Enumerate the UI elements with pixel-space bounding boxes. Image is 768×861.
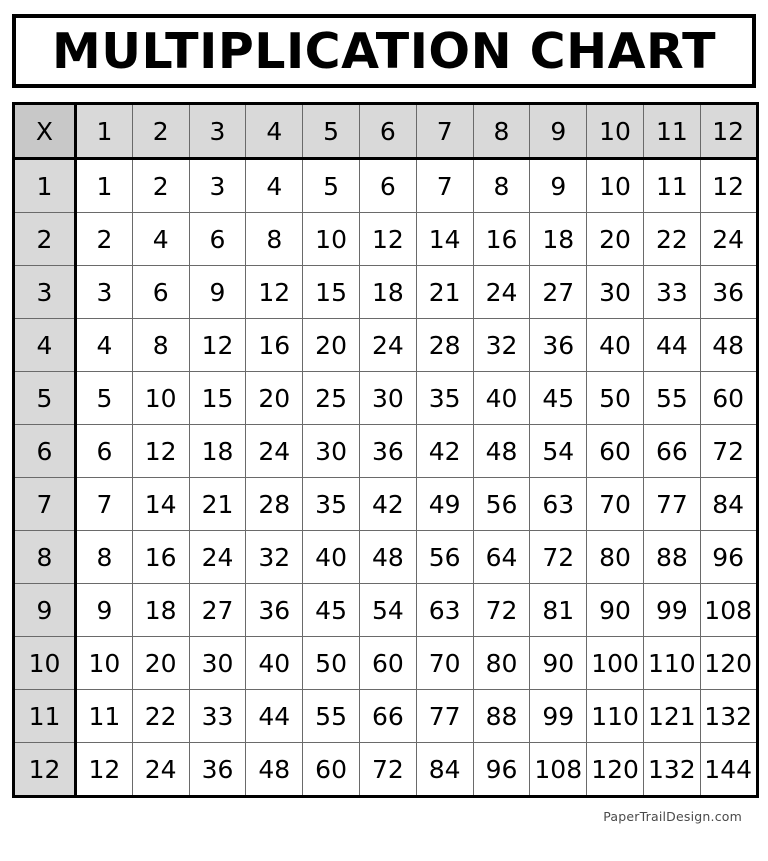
table-cell: 121: [643, 690, 700, 743]
table-cell: 15: [303, 266, 360, 319]
table-cell: 66: [359, 690, 416, 743]
table-cell: 20: [132, 637, 189, 690]
table-cell: 8: [246, 213, 303, 266]
title-box: [12, 14, 756, 88]
table-cell: 8: [473, 159, 530, 213]
table-cell: 4: [132, 213, 189, 266]
table-cell: 48: [473, 425, 530, 478]
column-header: 10: [587, 104, 644, 159]
table-cell: 56: [473, 478, 530, 531]
table-cell: 77: [643, 478, 700, 531]
table-cell: 3: [76, 266, 133, 319]
table-cell: 10: [76, 637, 133, 690]
table-cell: 24: [359, 319, 416, 372]
table-cell: 27: [189, 584, 246, 637]
table-cell: 28: [246, 478, 303, 531]
table-cell: 30: [189, 637, 246, 690]
table-cell: 10: [132, 372, 189, 425]
row-header: 7: [14, 478, 76, 531]
table-cell: 32: [246, 531, 303, 584]
table-cell: 30: [359, 372, 416, 425]
table-cell: 50: [587, 372, 644, 425]
column-header: 3: [189, 104, 246, 159]
table-cell: 48: [700, 319, 757, 372]
table-cell: 10: [587, 159, 644, 213]
table-cell: 10: [303, 213, 360, 266]
table-cell: 40: [473, 372, 530, 425]
table-cell: 60: [359, 637, 416, 690]
table-row: [14, 372, 758, 425]
table-cell: 70: [587, 478, 644, 531]
table-cell: 16: [473, 213, 530, 266]
table-cell: 49: [416, 478, 473, 531]
table-cell: 6: [189, 213, 246, 266]
table-cell: 8: [76, 531, 133, 584]
table-cell: 9: [189, 266, 246, 319]
row-header: 2: [14, 213, 76, 266]
column-header: 1: [76, 104, 133, 159]
row-header: 4: [14, 319, 76, 372]
table-cell: 33: [189, 690, 246, 743]
row-header: 11: [14, 690, 76, 743]
table-cell: 4: [76, 319, 133, 372]
table-cell: 36: [189, 743, 246, 797]
table-cell: 120: [700, 637, 757, 690]
table-cell: 64: [473, 531, 530, 584]
table-cell: 99: [643, 584, 700, 637]
table-cell: 14: [132, 478, 189, 531]
column-header: 8: [473, 104, 530, 159]
table-body: [14, 159, 758, 797]
table-row: [14, 213, 758, 266]
table-cell: 96: [473, 743, 530, 797]
row-header: 10: [14, 637, 76, 690]
table-cell: 45: [303, 584, 360, 637]
table-cell: 50: [303, 637, 360, 690]
table-row: [14, 478, 758, 531]
table-cell: 16: [246, 319, 303, 372]
table-row: [14, 584, 758, 637]
footer: [12, 808, 756, 826]
column-header: 4: [246, 104, 303, 159]
row-header: 9: [14, 584, 76, 637]
table-cell: 60: [303, 743, 360, 797]
table-cell: 96: [700, 531, 757, 584]
row-header: 5: [14, 372, 76, 425]
table-cell: 72: [530, 531, 587, 584]
table-cell: 3: [189, 159, 246, 213]
table-cell: 18: [359, 266, 416, 319]
table-cell: 6: [76, 425, 133, 478]
table-cell: 25: [303, 372, 360, 425]
table-cell: 9: [76, 584, 133, 637]
table-cell: 110: [643, 637, 700, 690]
table-cell: 8: [132, 319, 189, 372]
table-cell: 144: [700, 743, 757, 797]
column-header: 11: [643, 104, 700, 159]
table-cell: 48: [359, 531, 416, 584]
table-cell: 77: [416, 690, 473, 743]
table-cell: 120: [587, 743, 644, 797]
table-cell: 108: [700, 584, 757, 637]
table-cell: 56: [416, 531, 473, 584]
table-cell: 44: [246, 690, 303, 743]
row-header: 6: [14, 425, 76, 478]
table-cell: 36: [700, 266, 757, 319]
table-cell: 30: [587, 266, 644, 319]
table-cell: 80: [473, 637, 530, 690]
table-cell: 132: [700, 690, 757, 743]
page-title: MULTIPLICATION CHART: [52, 22, 716, 80]
table-cell: 36: [246, 584, 303, 637]
table-cell: 70: [416, 637, 473, 690]
table-cell: 21: [416, 266, 473, 319]
table-row: [14, 637, 758, 690]
table-cell: 108: [530, 743, 587, 797]
table-cell: 63: [530, 478, 587, 531]
table-cell: 20: [303, 319, 360, 372]
table-cell: 99: [530, 690, 587, 743]
table-cell: 28: [416, 319, 473, 372]
table-cell: 72: [473, 584, 530, 637]
table-cell: 1: [76, 159, 133, 213]
table-cell: 12: [189, 319, 246, 372]
table-cell: 81: [530, 584, 587, 637]
table-header-row: [14, 104, 758, 159]
row-header: 12: [14, 743, 76, 797]
multiplication-table: [12, 102, 759, 798]
row-header: 1: [14, 159, 76, 213]
table-cell: 6: [132, 266, 189, 319]
table-row: [14, 743, 758, 797]
table-cell: 24: [700, 213, 757, 266]
table-cell: 21: [189, 478, 246, 531]
table-cell: 42: [359, 478, 416, 531]
table-cell: 80: [587, 531, 644, 584]
site-credit: PaperTrailDesign.com: [603, 809, 742, 824]
table-cell: 24: [473, 266, 530, 319]
table-cell: 36: [530, 319, 587, 372]
table-cell: 12: [132, 425, 189, 478]
table-cell: 132: [643, 743, 700, 797]
table-cell: 72: [359, 743, 416, 797]
table-row: [14, 319, 758, 372]
table-cell: 7: [76, 478, 133, 531]
column-header: 7: [416, 104, 473, 159]
table-cell: 11: [643, 159, 700, 213]
table-cell: 5: [76, 372, 133, 425]
column-header: 6: [359, 104, 416, 159]
table-cell: 18: [530, 213, 587, 266]
table-cell: 60: [587, 425, 644, 478]
table-cell: 55: [303, 690, 360, 743]
table-cell: 27: [530, 266, 587, 319]
table-cell: 24: [246, 425, 303, 478]
table-cell: 4: [246, 159, 303, 213]
corner-cell: X: [14, 104, 76, 159]
table-cell: 18: [189, 425, 246, 478]
table-cell: 84: [700, 478, 757, 531]
table-row: [14, 690, 758, 743]
table-cell: 40: [587, 319, 644, 372]
table-cell: 7: [416, 159, 473, 213]
table-row: [14, 531, 758, 584]
table-cell: 100: [587, 637, 644, 690]
table-cell: 63: [416, 584, 473, 637]
row-header: 8: [14, 531, 76, 584]
chart-table-wrapper: [12, 102, 756, 798]
table-cell: 20: [587, 213, 644, 266]
table-cell: 22: [132, 690, 189, 743]
table-cell: 11: [76, 690, 133, 743]
table-cell: 42: [416, 425, 473, 478]
table-cell: 12: [700, 159, 757, 213]
table-cell: 32: [473, 319, 530, 372]
table-cell: 48: [246, 743, 303, 797]
table-cell: 6: [359, 159, 416, 213]
table-cell: 88: [643, 531, 700, 584]
table-cell: 16: [132, 531, 189, 584]
table-cell: 45: [530, 372, 587, 425]
table-cell: 12: [246, 266, 303, 319]
table-cell: 35: [416, 372, 473, 425]
column-header: 9: [530, 104, 587, 159]
table-cell: 14: [416, 213, 473, 266]
table-row: [14, 159, 758, 213]
column-header: 12: [700, 104, 757, 159]
table-row: [14, 266, 758, 319]
table-cell: 54: [530, 425, 587, 478]
table-header: [14, 104, 758, 159]
table-cell: 90: [530, 637, 587, 690]
table-cell: 12: [359, 213, 416, 266]
table-cell: 90: [587, 584, 644, 637]
table-cell: 18: [132, 584, 189, 637]
table-cell: 55: [643, 372, 700, 425]
table-cell: 12: [76, 743, 133, 797]
table-cell: 54: [359, 584, 416, 637]
table-cell: 66: [643, 425, 700, 478]
table-cell: 84: [416, 743, 473, 797]
table-cell: 36: [359, 425, 416, 478]
table-cell: 44: [643, 319, 700, 372]
table-cell: 2: [76, 213, 133, 266]
table-cell: 40: [303, 531, 360, 584]
row-header: 3: [14, 266, 76, 319]
table-cell: 24: [189, 531, 246, 584]
table-cell: 24: [132, 743, 189, 797]
column-header: 2: [132, 104, 189, 159]
table-cell: 110: [587, 690, 644, 743]
table-cell: 88: [473, 690, 530, 743]
column-header: 5: [303, 104, 360, 159]
table-cell: 22: [643, 213, 700, 266]
table-cell: 9: [530, 159, 587, 213]
table-cell: 72: [700, 425, 757, 478]
table-cell: 60: [700, 372, 757, 425]
table-cell: 30: [303, 425, 360, 478]
table-row: [14, 425, 758, 478]
table-cell: 33: [643, 266, 700, 319]
table-cell: 2: [132, 159, 189, 213]
table-cell: 35: [303, 478, 360, 531]
table-cell: 40: [246, 637, 303, 690]
table-cell: 15: [189, 372, 246, 425]
table-cell: 20: [246, 372, 303, 425]
table-cell: 5: [303, 159, 360, 213]
